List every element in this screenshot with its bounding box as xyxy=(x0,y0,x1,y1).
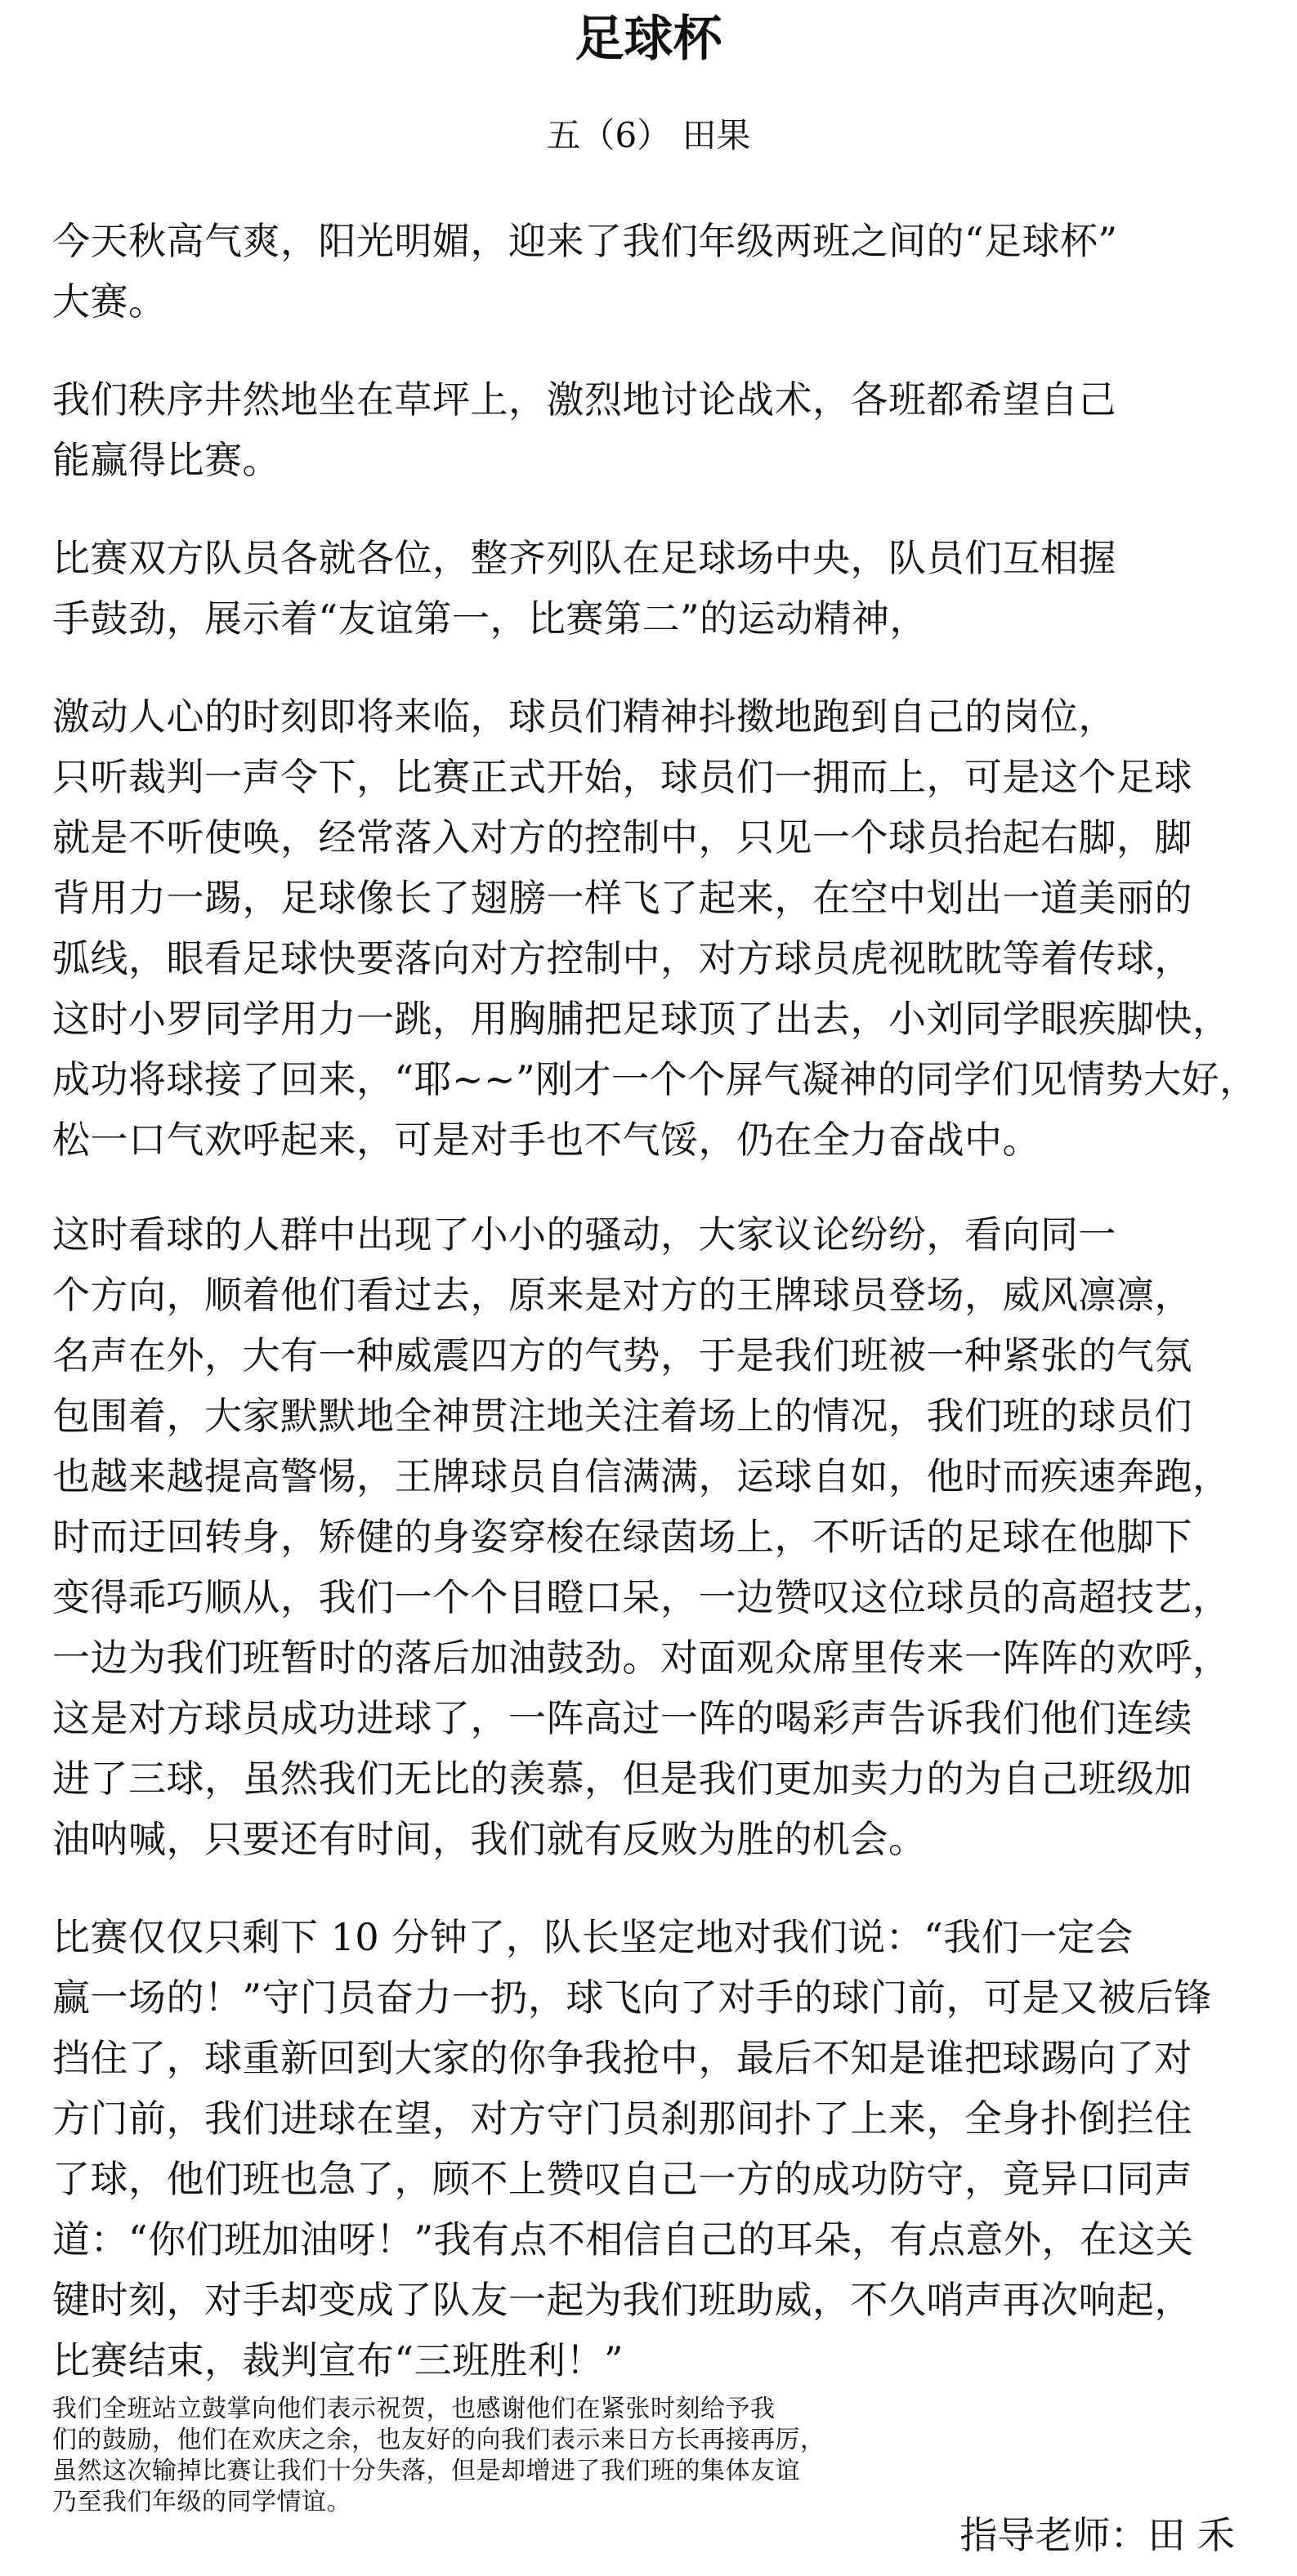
paragraph-line: 乃至我们年级的同学情谊。 xyxy=(52,2488,351,2516)
author-byline: 五（6） 田果 xyxy=(546,115,751,155)
paragraph-line: 激动人心的时刻即将来临，球员们精神抖擞地跑到自己的岗位， xyxy=(52,694,1116,739)
paragraph-line: 背用力一踢，足球像长了翅膀一样飞了起来，在空中划出一道美丽的 xyxy=(52,876,1192,920)
paragraph-line: 了球，他们班也急了，顾不上赞叹自己一方的成功防守，竟异口同声 xyxy=(52,2157,1192,2201)
paragraph-line: 虽然这次输掉比赛让我们十分失落，但是却增进了我们班的集体友谊 xyxy=(52,2457,800,2485)
paragraph-line: 也越来越提高警惕，王牌球员自信满满，运球自如，他时而疾速奔跑， xyxy=(52,1454,1231,1498)
paragraph-line: 比赛双方队员各就各位，整齐列队在足球场中央，队员们互相握 xyxy=(52,536,1116,580)
paragraph-line: 们的鼓励，他们在欢庆之余，也友好的向我们表示来日方长再接再厉， xyxy=(52,2426,825,2454)
essay-title: 足球杯 xyxy=(575,11,722,68)
paragraph-line: 这是对方球员成功进球了，一阵高过一阵的喝彩声告诉我们他们连续 xyxy=(52,1696,1192,1740)
paragraph-line: 比赛仅仅只剩下 10 分钟了，队长坚定地对我们说：“我们一定会 xyxy=(52,1915,1134,1959)
paragraph-line: 时而迂回转身，矫健的身姿穿梭在绿茵场上，不听话的足球在他脚下 xyxy=(52,1515,1192,1559)
paragraph-line: 赢一场的！”守门员奋力一扔，球飞向了对手的球门前，可是又被后锋 xyxy=(52,1976,1213,2020)
paragraph-line: 这时看球的人群中出现了小小的骚动，大家议论纷纷，看向同一 xyxy=(52,1212,1116,1257)
paragraph-line: 成功将球接了回来，“耶~~”刚才一个个屏气凝神的同学们见情势大好， xyxy=(52,1057,1258,1101)
guide-teacher: 指导老师：田 禾 xyxy=(959,2513,1235,2557)
paragraph-line: 就是不听使唤，经常落入对方的控制中，只见一个球员抬起右脚，脚 xyxy=(52,815,1192,859)
paragraph-line: 我们全班站立鼓掌向他们表示祝贺，也感谢他们在紧张时刻给予我 xyxy=(52,2395,776,2423)
paragraph-line: 松一口气欢呼起来，可是对手也不气馁，仍在全力奋战中。 xyxy=(52,1118,1040,1162)
paragraph-line: 进了三球，虽然我们无比的羡慕，但是我们更加卖力的为自己班级加 xyxy=(52,1757,1192,1801)
paragraph-line: 比赛结束，裁判宣布“三班胜利！” xyxy=(52,2338,624,2382)
paragraph-line: 油呐喊，只要还有时间，我们就有反败为胜的机会。 xyxy=(52,1817,927,1861)
paragraph-line: 名声在外，大有一种威震四方的气势，于是我们班被一种紧张的气氛 xyxy=(52,1333,1192,1377)
paragraph-line: 今天秋高气爽，阳光明媚，迎来了我们年级两班之间的“足球杯” xyxy=(52,219,1118,263)
paragraph-line: 键时刻，对手却变成了队友一起为我们班助威，不久哨声再次响起， xyxy=(52,2278,1192,2322)
paragraph-line: 能赢得比赛。 xyxy=(52,438,280,482)
paragraph-line: 大赛。 xyxy=(52,279,167,324)
paragraph-line: 方门前，我们进球在望，对方守门员刹那间扑了上来，全身扑倒拦住 xyxy=(52,2096,1192,2141)
paragraph-line: 这时小罗同学用力一跳，用胸脯把足球顶了出去，小刘同学眼疾脚快， xyxy=(52,997,1231,1041)
paragraph-line: 道：“你们班加油呀！”我有点不相信自己的耳朵，有点意外，在这关 xyxy=(52,2217,1194,2261)
paragraph-line: 弧线，眼看足球快要落向对方控制中，对方球员虎视眈眈等着传球， xyxy=(52,936,1192,980)
paragraph-line: 变得乖巧顺从，我们一个个目瞪口呆，一边赞叹这位球员的高超技艺， xyxy=(52,1575,1231,1619)
paragraph-line: 只听裁判一声令下，比赛正式开始，球员们一拥而上，可是这个足球 xyxy=(52,755,1192,799)
paragraph-line: 手鼓劲，展示着“友谊第一，比赛第二”的运动精神， xyxy=(52,596,928,641)
paragraph-line: 包围着，大家默默地全神贯注地关注着场上的情况，我们班的球员们 xyxy=(52,1394,1192,1438)
paragraph-line: 我们秩序井然地坐在草坪上，激烈地讨论战术，各班都希望自己 xyxy=(52,377,1116,422)
paragraph-line: 挡住了，球重新回到大家的你争我抢中，最后不知是谁把球踢向了对 xyxy=(52,2036,1192,2080)
paragraph-line: 一边为我们班暂时的落后加油鼓劲。对面观众席里传来一阵阵的欢呼， xyxy=(52,1636,1231,1680)
paragraph-line: 个方向，顺着他们看过去，原来是对方的王牌球员登场，威风凛凛， xyxy=(52,1273,1192,1317)
